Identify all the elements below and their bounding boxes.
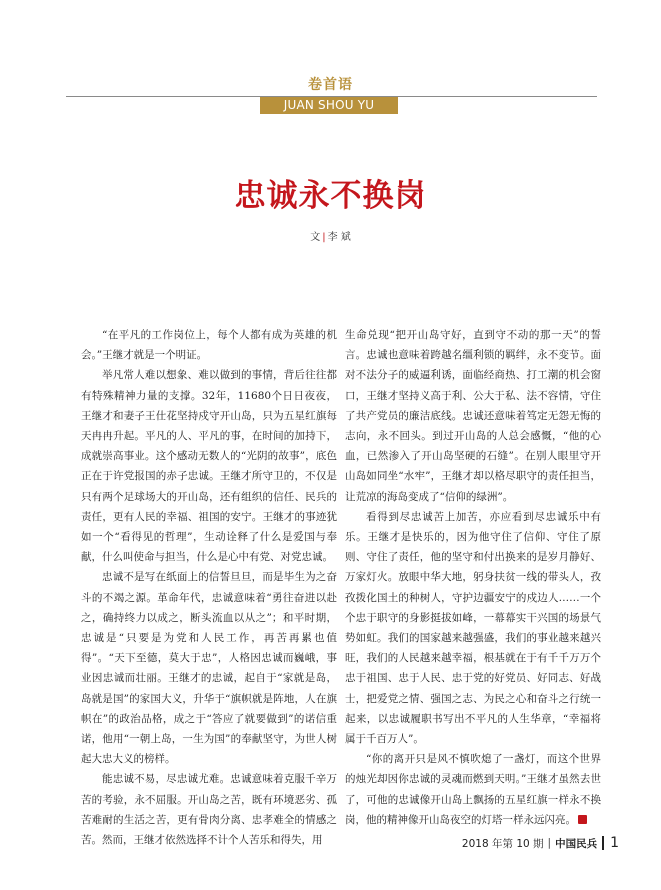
byline-prefix: 文 [310, 232, 321, 243]
end-mark-icon [578, 815, 587, 824]
section-title-cn: 卷首语 [308, 77, 353, 93]
paragraph: 举凡常人难以想象、难以做到的事情，背后往往都有特殊精神力量的支撑。32年，11680个日日夜夜，王继才和妻子王仕花坚持戍守开山岛，只为五星红旗每天冉冉升起。平凡的人、平凡的事，在时间的加持下，成就崇高事业。这个感动无数人的“光阴的故事”，底色正在于许党报国的赤子忠诚。王继才所守卫的，不仅是只有两个足球场大的开山岛，还有组织的信任、民兵的责任，更有人民的幸福、祖国的安宁。王继才的事迹犹如一个“看得见的哲理”，生动诠释了什么是爱国与奉献，什么叫使命与担当，什么是心中有党、对党忠诚。 [81, 369, 337, 564]
page-footer [462, 835, 619, 851]
paragraph-final [345, 749, 601, 830]
article-column-left [81, 325, 337, 850]
paragraph-final-text: “你的离开只是风不慎吹熄了一盏灯，而这个世界的烛光却因你忠诚的灵魂而燃到天明。”王继才虽然去世了，可他的忠诚像开山岛上飘扬的五星红旗一样永不换岗，他的精神像开山岛夜空的灯塔一样永远闪亮。 [345, 753, 601, 826]
issue-label: 2018 年第 10 期 [461, 837, 544, 850]
page-number-bar [602, 836, 604, 850]
paragraph-continued: 生命兑现“把开山岛守好，直到守不动的那一天”的誓言。忠诚也意味着跨越名缰利锁的羁绊，永不变节。面对不法分子的威逼利诱，面临经商热、打工潮的机会窗口，王继才坚持义高于利、公大于私、法不容情，守住了共产党员的廉洁底线。忠诚还意味着笃定无怨无悔的志向，永不回头。到过开山岛的人总会感慨，“他的心血，已然渗入了开山岛坚硬的石缝”。在别人眼里守开山岛如同坐“水牢”，王继才却以格尽职守的责任担当，让荒凉的海岛变成了“信仰的绿洲”。 [345, 329, 601, 503]
paragraph: “在平凡的工作岗位上，每个人都有成为英雄的机会。”王继才就是一个明证。 [81, 329, 337, 362]
byline [0, 228, 661, 243]
paragraph: 能忠诚不易，尽忠诚尤难。忠诚意味着克服千辛万苦的考验，永不屈服。开山岛之苦，既有环境恶劣、孤苦难耐的生活之苦，更有骨肉分离、忠孝难全的情感之苦。然而，王继才依然选择不计个人苦乐和得失，用 [81, 773, 337, 847]
magazine-name: 中国民兵 [555, 837, 598, 850]
paragraph: 忠诚不是写在纸面上的信誓旦旦，而是毕生为之奋斗的不竭之源。革命年代，忠诚意味着“勇往奋进以赴之，确持终力以成之，断头流血以从之”；和平时期，忠诚是“只要是为党和人民工作，再苦再累也值得”。“天下至德，莫大于忠”，人格因忠诚而巍峨，事业因忠诚而壮丽。王继才的忠诚，起自于“家就是岛，岛就是国”的家国大义，升华于“旗帜就是阵地，人在旗帜在”的政治品格，成之于“答应了就要做到”的诺信重诺，他用“一朝上岛，一生为国”的奉献坚守，为世人树起大忠大义的榜样。 [81, 571, 337, 766]
byline-author: 李 斌 [327, 232, 351, 243]
byline-divider: | [322, 232, 326, 243]
page-number: 1 [610, 835, 619, 851]
footer-divider: | [547, 837, 552, 849]
section-banner-en: JUAN SHOU YU [260, 97, 398, 114]
paragraph: 看得到尽忠诚苦上加苦，亦应看到尽忠诚乐中有乐。王继才是快乐的，因为他守住了信仰、守住了原则、守住了责任，他的坚守和付出换来的是岁月静好、万家灯火。放眼中华大地，躬身扶贫一线的带头人，孜孜拨化国土的种树人，守护边疆安宁的戍边人……一个个忠于职守的身影挺拔如峰，一幕幕实干兴国的场景气势如虹。我们的国家越来越强盛，我们的事业越来越兴旺，我们的人民越来越幸福，根基就在于有千千万万个忠于祖国、忠于人民、忠于党的好党员、好同志、好战士，把爱党之情、强国之志、为民之心和奋斗之行统一起来，以忠诚履职书写出不平凡的人生华章，“幸福将属于千百万人”。 [345, 510, 601, 746]
article-title: 忠诚永不换岗 [234, 178, 427, 214]
article-column-right [345, 325, 601, 830]
